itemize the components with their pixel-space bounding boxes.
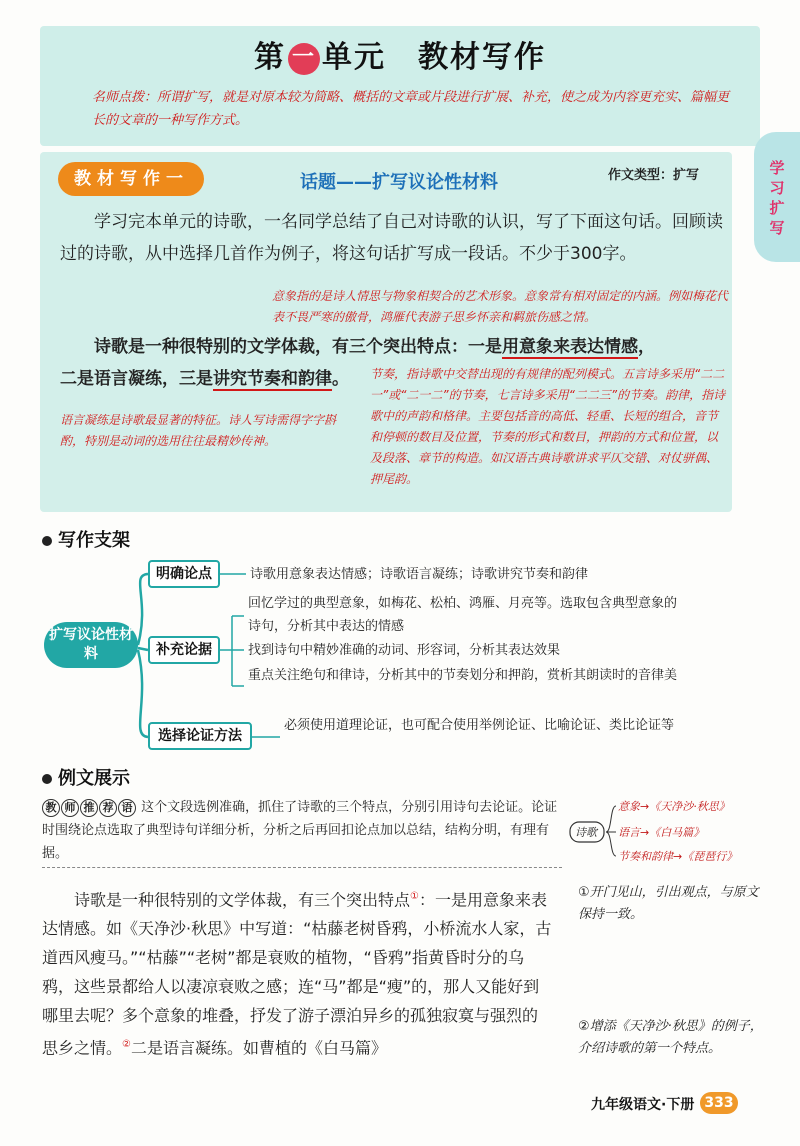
framework-heading: 写作支架 bbox=[42, 526, 130, 552]
mindmap-center: 扩写议论性材料 bbox=[44, 622, 138, 668]
task-body: 学习完本单元的诗歌，一名同学总结了自己对诗歌的认识，写了下面这句话。回顾读过的诗歌，从中选择几首作为例子，将这句话扩写成一段话。不少于300字。 bbox=[60, 212, 723, 264]
unit-title: 第 一 单元 教材写作 bbox=[254, 40, 546, 75]
annotation-2: ②增添《天净沙·秋思》的例子，介绍诗歌的第一个特点。 bbox=[578, 1019, 763, 1056]
divider bbox=[42, 867, 562, 868]
handwritten-note-rhythm: 节奏，指诗歌中交替出现的有规律的配列模式。五言诗多采用“二二一”或“二一二”的节奏，七言诗多采用“二二三”的节奏。韵律，指诗歌中的声韵和格律。主要包括音的高低、轻重、长短的组合，音节和停顿的数目及位置，节奏的形式和数目，押韵的方式和位置，以及段落、章节的构造。如汉语古典诗歌讲求平仄交错、对仗骈偶、押尾韵。 bbox=[370, 367, 726, 486]
desc-evidence-imagery: 回忆学过的典型意象，如梅花、松柏、鸿雁、月亮等。选取包含典型意象的诗句，分析其中表达的情感 bbox=[248, 596, 678, 634]
annotation-1: ①开门见山，引出观点，与原文保持一致。 bbox=[578, 885, 759, 922]
desc-evidence-rhythm: 重点关注绝句和律诗，分析其中的节奏划分和押韵，赏析其朗读时的音律美 bbox=[248, 668, 678, 683]
unit-number-badge: 一 bbox=[288, 43, 320, 75]
node-add-evidence: 补充论据 bbox=[148, 636, 220, 664]
task-type: 作文类型：扩写 bbox=[608, 168, 700, 183]
tip-badge-char: 荐 bbox=[99, 799, 117, 817]
essay-structure-diagram bbox=[568, 796, 768, 866]
footer-book-label: 九年级语文·下册 bbox=[591, 1097, 695, 1113]
handwritten-note-imagery: 意象指的是诗人情思与物象相契合的艺术形象。意象常有相对固定的内涵。例如梅花代表不畏严寒的傲骨，鸿雁代表游子思乡怀亲和羁旅伤感之情。 bbox=[272, 289, 729, 324]
teacher-recommendation: 教 师 推 荐 语 这个文段选例准确，抓住了诗歌的三个特点，分别引用诗句去论证。论证时围绕论点选取了典型诗句详细分析，分析之后再回扣论点加以总结，结构分明，有理有据。 bbox=[42, 800, 558, 861]
diagram-branch-language: 语言→《白马篇》 bbox=[618, 826, 705, 839]
diagram-branch-rhythm: 节奏和韵律→《琵琶行》 bbox=[618, 850, 738, 863]
diagram-root: 诗歌 bbox=[575, 826, 597, 839]
poem-claim: 诗歌是一种很特别的文学体裁，有三个突出特点：一是用意象来表达情感， 二是语言凝练，三是讲究节奏和韵律。 bbox=[60, 337, 655, 389]
example-essay: 诗歌是一种很特别的文学体裁，有三个突出特点①：一是用意象来表达情感。如《天净沙·秋思》中写道：“枯藤老树昏鸦，小桥流水人家，古道西风瘦马。”“枯藤”“老树”都是衰败的植物，“昏鸦”指黄昏时分的乌鸦，这些景都给人以凄凉衰败之感；连“马”都是“瘦”的，那人又能好到哪里去呢？多个意象的堆叠，抒发了游子漂泊异乡的孤独寂寞与强烈的思乡之情。②二是语言凝练。如曹植的《白马篇》 bbox=[42, 890, 552, 1058]
tip-badge-char: 师 bbox=[61, 799, 79, 817]
bullet-icon bbox=[42, 774, 52, 784]
desc-evidence-language: 找到诗句中精妙准确的动词、形容词，分析其表达效果 bbox=[248, 643, 561, 658]
task-badge: 教材写作一 bbox=[58, 162, 204, 196]
annotation-marker: ② bbox=[122, 1039, 131, 1051]
node-argument-method: 选择论证方法 bbox=[148, 722, 252, 750]
handwritten-note-language: 语言凝练是诗歌最显著的特征。诗人写诗需得字字斟酌，特别是动词的选用往往最精妙传神。 bbox=[60, 413, 337, 448]
underline-imagery: 用意象来表达情感 bbox=[502, 337, 638, 357]
tip-badge-char: 语 bbox=[118, 799, 136, 817]
desc-clarify-thesis: 诗歌用意象表达情感；诗歌语言凝练；诗歌讲究节奏和韵律 bbox=[250, 567, 589, 582]
node-clarify-thesis: 明确论点 bbox=[148, 560, 220, 588]
diagram-branch-imagery: 意象→《天净沙·秋思》 bbox=[618, 800, 730, 813]
example-heading: 例文展示 bbox=[42, 764, 130, 790]
task-topic: 话题——扩写议论性材料 bbox=[300, 172, 498, 193]
page-number: 333 bbox=[700, 1092, 738, 1114]
side-tab[interactable]: 学习扩写 bbox=[754, 132, 800, 262]
annotation-marker: ① bbox=[410, 891, 419, 902]
tip-badge-char: 教 bbox=[42, 799, 60, 817]
desc-argument-method: 必须使用道理论证，也可配合使用举例论证、比喻论证、类比论证等 bbox=[284, 718, 675, 733]
tip-badge-char: 推 bbox=[80, 799, 98, 817]
underline-rhythm: 讲究节奏和韵律 bbox=[213, 369, 332, 389]
teacher-note: 名师点拨：所谓扩写，就是对原本较为简略、概括的文章或片段进行扩展、补充，使之成为内容更充实、篇幅更长的文章的一种写作方式。 bbox=[92, 90, 730, 128]
